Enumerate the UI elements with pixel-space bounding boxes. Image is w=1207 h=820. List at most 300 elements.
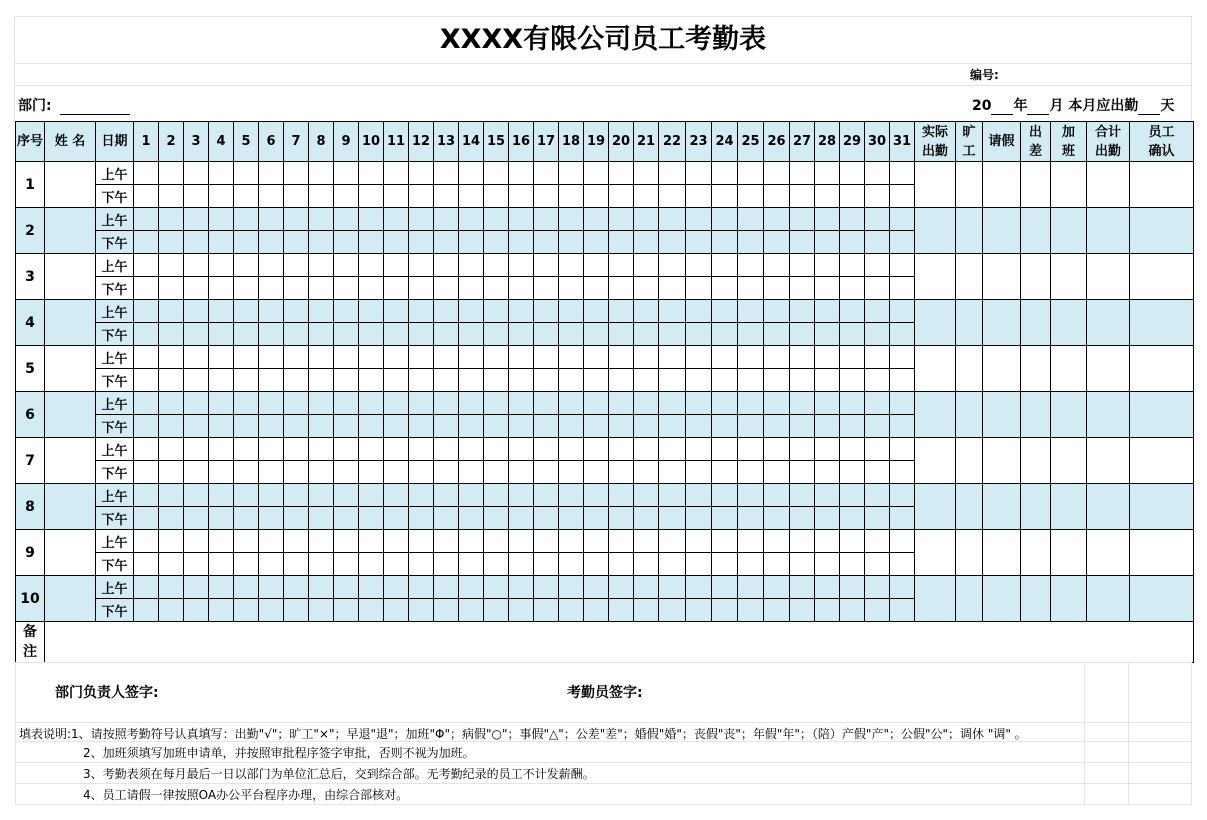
attendance-cell[interactable] bbox=[609, 576, 634, 599]
attendance-cell[interactable] bbox=[359, 553, 384, 576]
attendance-cell[interactable] bbox=[584, 254, 609, 277]
attendance-cell[interactable] bbox=[686, 507, 712, 530]
attendance-cell[interactable] bbox=[815, 162, 840, 185]
summary-cell[interactable] bbox=[1130, 300, 1194, 346]
attendance-cell[interactable] bbox=[284, 300, 309, 323]
attendance-cell[interactable] bbox=[384, 208, 409, 231]
summary-cell[interactable] bbox=[956, 346, 983, 392]
attendance-cell[interactable] bbox=[384, 300, 409, 323]
summary-cell[interactable] bbox=[956, 162, 983, 208]
attendance-cell[interactable] bbox=[509, 392, 534, 415]
attendance-cell[interactable] bbox=[659, 300, 686, 323]
attendance-cell[interactable] bbox=[815, 300, 840, 323]
attendance-cell[interactable] bbox=[184, 507, 209, 530]
attendance-cell[interactable] bbox=[865, 254, 890, 277]
attendance-cell[interactable] bbox=[609, 599, 634, 622]
attendance-cell[interactable] bbox=[384, 507, 409, 530]
attendance-cell[interactable] bbox=[764, 599, 790, 622]
attendance-cell[interactable] bbox=[484, 553, 509, 576]
attendance-cell[interactable] bbox=[815, 369, 840, 392]
attendance-cell[interactable] bbox=[764, 346, 790, 369]
attendance-cell[interactable] bbox=[409, 254, 434, 277]
attendance-cell[interactable] bbox=[584, 392, 609, 415]
attendance-cell[interactable] bbox=[584, 323, 609, 346]
attendance-cell[interactable] bbox=[840, 277, 865, 300]
attendance-cell[interactable] bbox=[134, 323, 159, 346]
attendance-cell[interactable] bbox=[459, 300, 484, 323]
attendance-cell[interactable] bbox=[890, 415, 915, 438]
attendance-cell[interactable] bbox=[459, 185, 484, 208]
attendance-cell[interactable] bbox=[284, 438, 309, 461]
attendance-cell[interactable] bbox=[459, 254, 484, 277]
attendance-cell[interactable] bbox=[584, 162, 609, 185]
attendance-cell[interactable] bbox=[384, 392, 409, 415]
attendance-cell[interactable] bbox=[159, 392, 184, 415]
attendance-cell[interactable] bbox=[609, 392, 634, 415]
attendance-cell[interactable] bbox=[434, 231, 459, 254]
summary-cell[interactable] bbox=[1087, 530, 1130, 576]
attendance-cell[interactable] bbox=[234, 369, 259, 392]
summary-cell[interactable] bbox=[915, 576, 956, 622]
attendance-cell[interactable] bbox=[434, 438, 459, 461]
attendance-cell[interactable] bbox=[184, 438, 209, 461]
clerk-signature[interactable]: 考勤员签字: bbox=[567, 685, 643, 701]
summary-cell[interactable] bbox=[1051, 346, 1087, 392]
attendance-cell[interactable] bbox=[890, 392, 915, 415]
attendance-cell[interactable] bbox=[309, 231, 334, 254]
attendance-cell[interactable] bbox=[234, 438, 259, 461]
attendance-cell[interactable] bbox=[659, 185, 686, 208]
attendance-cell[interactable] bbox=[509, 553, 534, 576]
employee-name-cell[interactable] bbox=[45, 438, 96, 484]
attendance-cell[interactable] bbox=[634, 300, 659, 323]
attendance-cell[interactable] bbox=[209, 461, 234, 484]
attendance-cell[interactable] bbox=[334, 254, 359, 277]
attendance-cell[interactable] bbox=[534, 300, 559, 323]
attendance-cell[interactable] bbox=[609, 369, 634, 392]
attendance-cell[interactable] bbox=[559, 461, 584, 484]
attendance-cell[interactable] bbox=[209, 415, 234, 438]
employee-name-cell[interactable] bbox=[45, 530, 96, 576]
summary-cell[interactable] bbox=[1130, 576, 1194, 622]
attendance-cell[interactable] bbox=[259, 277, 284, 300]
employee-name-cell[interactable] bbox=[45, 162, 96, 208]
attendance-cell[interactable] bbox=[865, 277, 890, 300]
attendance-cell[interactable] bbox=[359, 530, 384, 553]
attendance-cell[interactable] bbox=[384, 599, 409, 622]
attendance-cell[interactable] bbox=[309, 185, 334, 208]
attendance-cell[interactable] bbox=[134, 576, 159, 599]
attendance-cell[interactable] bbox=[659, 599, 686, 622]
attendance-cell[interactable] bbox=[184, 208, 209, 231]
attendance-cell[interactable] bbox=[584, 277, 609, 300]
attendance-cell[interactable] bbox=[764, 415, 790, 438]
attendance-cell[interactable] bbox=[184, 599, 209, 622]
attendance-cell[interactable] bbox=[359, 162, 384, 185]
attendance-cell[interactable] bbox=[334, 599, 359, 622]
attendance-cell[interactable] bbox=[764, 162, 790, 185]
attendance-cell[interactable] bbox=[234, 530, 259, 553]
attendance-cell[interactable] bbox=[184, 254, 209, 277]
attendance-cell[interactable] bbox=[234, 507, 259, 530]
attendance-cell[interactable] bbox=[865, 231, 890, 254]
attendance-cell[interactable] bbox=[509, 530, 534, 553]
attendance-cell[interactable] bbox=[659, 231, 686, 254]
attendance-cell[interactable] bbox=[209, 300, 234, 323]
attendance-cell[interactable] bbox=[764, 208, 790, 231]
attendance-cell[interactable] bbox=[259, 530, 284, 553]
attendance-cell[interactable] bbox=[509, 484, 534, 507]
attendance-cell[interactable] bbox=[409, 231, 434, 254]
attendance-cell[interactable] bbox=[890, 162, 915, 185]
attendance-cell[interactable] bbox=[686, 323, 712, 346]
attendance-cell[interactable] bbox=[584, 208, 609, 231]
attendance-cell[interactable] bbox=[384, 461, 409, 484]
attendance-cell[interactable] bbox=[334, 553, 359, 576]
attendance-cell[interactable] bbox=[359, 254, 384, 277]
attendance-cell[interactable] bbox=[534, 438, 559, 461]
attendance-cell[interactable] bbox=[484, 484, 509, 507]
attendance-cell[interactable] bbox=[890, 507, 915, 530]
attendance-cell[interactable] bbox=[434, 346, 459, 369]
attendance-cell[interactable] bbox=[584, 438, 609, 461]
attendance-cell[interactable] bbox=[634, 576, 659, 599]
attendance-cell[interactable] bbox=[686, 438, 712, 461]
attendance-cell[interactable] bbox=[584, 369, 609, 392]
attendance-cell[interactable] bbox=[686, 461, 712, 484]
attendance-cell[interactable] bbox=[609, 231, 634, 254]
attendance-cell[interactable] bbox=[209, 185, 234, 208]
attendance-cell[interactable] bbox=[209, 576, 234, 599]
attendance-cell[interactable] bbox=[865, 553, 890, 576]
attendance-cell[interactable] bbox=[659, 507, 686, 530]
attendance-cell[interactable] bbox=[890, 231, 915, 254]
attendance-cell[interactable] bbox=[738, 530, 764, 553]
attendance-cell[interactable] bbox=[712, 576, 738, 599]
attendance-cell[interactable] bbox=[234, 415, 259, 438]
attendance-cell[interactable] bbox=[309, 484, 334, 507]
attendance-cell[interactable] bbox=[509, 438, 534, 461]
attendance-cell[interactable] bbox=[184, 461, 209, 484]
summary-cell[interactable] bbox=[1021, 162, 1051, 208]
attendance-cell[interactable] bbox=[634, 438, 659, 461]
attendance-cell[interactable] bbox=[815, 277, 840, 300]
attendance-cell[interactable] bbox=[284, 323, 309, 346]
attendance-cell[interactable] bbox=[284, 553, 309, 576]
attendance-cell[interactable] bbox=[359, 231, 384, 254]
attendance-cell[interactable] bbox=[890, 277, 915, 300]
attendance-cell[interactable] bbox=[865, 484, 890, 507]
attendance-cell[interactable] bbox=[284, 277, 309, 300]
attendance-cell[interactable] bbox=[484, 369, 509, 392]
attendance-cell[interactable] bbox=[259, 300, 284, 323]
attendance-cell[interactable] bbox=[484, 438, 509, 461]
attendance-cell[interactable] bbox=[409, 415, 434, 438]
attendance-cell[interactable] bbox=[509, 231, 534, 254]
attendance-cell[interactable] bbox=[334, 438, 359, 461]
attendance-cell[interactable] bbox=[134, 185, 159, 208]
attendance-cell[interactable] bbox=[840, 553, 865, 576]
summary-cell[interactable] bbox=[1051, 530, 1087, 576]
attendance-cell[interactable] bbox=[815, 507, 840, 530]
attendance-cell[interactable] bbox=[334, 162, 359, 185]
attendance-cell[interactable] bbox=[534, 415, 559, 438]
attendance-cell[interactable] bbox=[409, 369, 434, 392]
attendance-cell[interactable] bbox=[184, 484, 209, 507]
summary-cell[interactable] bbox=[915, 254, 956, 300]
attendance-cell[interactable] bbox=[134, 461, 159, 484]
attendance-cell[interactable] bbox=[209, 254, 234, 277]
attendance-cell[interactable] bbox=[659, 208, 686, 231]
attendance-cell[interactable] bbox=[134, 530, 159, 553]
attendance-cell[interactable] bbox=[234, 323, 259, 346]
dept-field[interactable] bbox=[18, 95, 130, 115]
summary-cell[interactable] bbox=[983, 484, 1021, 530]
attendance-cell[interactable] bbox=[359, 323, 384, 346]
attendance-cell[interactable] bbox=[409, 576, 434, 599]
attendance-cell[interactable] bbox=[738, 392, 764, 415]
attendance-cell[interactable] bbox=[359, 346, 384, 369]
attendance-cell[interactable] bbox=[659, 461, 686, 484]
attendance-cell[interactable] bbox=[790, 576, 815, 599]
attendance-cell[interactable] bbox=[184, 231, 209, 254]
attendance-cell[interactable] bbox=[484, 208, 509, 231]
attendance-cell[interactable] bbox=[184, 392, 209, 415]
attendance-cell[interactable] bbox=[790, 231, 815, 254]
summary-cell[interactable] bbox=[1051, 438, 1087, 484]
attendance-cell[interactable] bbox=[865, 300, 890, 323]
summary-cell[interactable] bbox=[956, 438, 983, 484]
attendance-cell[interactable] bbox=[159, 254, 184, 277]
attendance-cell[interactable] bbox=[334, 300, 359, 323]
attendance-cell[interactable] bbox=[284, 162, 309, 185]
attendance-cell[interactable] bbox=[134, 369, 159, 392]
summary-cell[interactable] bbox=[915, 346, 956, 392]
attendance-cell[interactable] bbox=[234, 277, 259, 300]
attendance-cell[interactable] bbox=[409, 346, 434, 369]
attendance-cell[interactable] bbox=[609, 507, 634, 530]
attendance-cell[interactable] bbox=[209, 392, 234, 415]
attendance-cell[interactable] bbox=[815, 208, 840, 231]
attendance-cell[interactable] bbox=[634, 484, 659, 507]
attendance-cell[interactable] bbox=[659, 369, 686, 392]
attendance-cell[interactable] bbox=[712, 185, 738, 208]
attendance-cell[interactable] bbox=[865, 185, 890, 208]
attendance-cell[interactable] bbox=[234, 553, 259, 576]
attendance-cell[interactable] bbox=[309, 507, 334, 530]
attendance-cell[interactable] bbox=[159, 185, 184, 208]
attendance-cell[interactable] bbox=[309, 553, 334, 576]
attendance-cell[interactable] bbox=[686, 254, 712, 277]
attendance-cell[interactable] bbox=[840, 208, 865, 231]
attendance-cell[interactable] bbox=[159, 599, 184, 622]
attendance-cell[interactable] bbox=[712, 300, 738, 323]
attendance-cell[interactable] bbox=[534, 507, 559, 530]
attendance-cell[interactable] bbox=[738, 438, 764, 461]
attendance-cell[interactable] bbox=[686, 392, 712, 415]
summary-cell[interactable] bbox=[915, 208, 956, 254]
attendance-cell[interactable] bbox=[559, 530, 584, 553]
summary-cell[interactable] bbox=[956, 254, 983, 300]
attendance-cell[interactable] bbox=[384, 530, 409, 553]
attendance-cell[interactable] bbox=[790, 369, 815, 392]
attendance-cell[interactable] bbox=[434, 461, 459, 484]
attendance-cell[interactable] bbox=[234, 162, 259, 185]
attendance-cell[interactable] bbox=[459, 208, 484, 231]
attendance-cell[interactable] bbox=[209, 162, 234, 185]
employee-name-cell[interactable] bbox=[45, 484, 96, 530]
attendance-cell[interactable] bbox=[134, 438, 159, 461]
attendance-cell[interactable] bbox=[559, 576, 584, 599]
summary-cell[interactable] bbox=[1021, 346, 1051, 392]
attendance-cell[interactable] bbox=[764, 530, 790, 553]
attendance-cell[interactable] bbox=[634, 231, 659, 254]
summary-cell[interactable] bbox=[983, 254, 1021, 300]
attendance-cell[interactable] bbox=[534, 461, 559, 484]
attendance-cell[interactable] bbox=[534, 369, 559, 392]
attendance-cell[interactable] bbox=[484, 507, 509, 530]
attendance-cell[interactable] bbox=[764, 507, 790, 530]
summary-cell[interactable] bbox=[1051, 162, 1087, 208]
summary-cell[interactable] bbox=[1087, 208, 1130, 254]
attendance-cell[interactable] bbox=[609, 300, 634, 323]
summary-cell[interactable] bbox=[1051, 300, 1087, 346]
attendance-cell[interactable] bbox=[309, 438, 334, 461]
attendance-cell[interactable] bbox=[840, 185, 865, 208]
attendance-cell[interactable] bbox=[234, 254, 259, 277]
attendance-cell[interactable] bbox=[409, 300, 434, 323]
attendance-cell[interactable] bbox=[634, 277, 659, 300]
summary-cell[interactable] bbox=[1051, 576, 1087, 622]
summary-cell[interactable] bbox=[1130, 254, 1194, 300]
attendance-cell[interactable] bbox=[764, 323, 790, 346]
attendance-cell[interactable] bbox=[284, 599, 309, 622]
attendance-cell[interactable] bbox=[659, 438, 686, 461]
attendance-cell[interactable] bbox=[284, 530, 309, 553]
attendance-cell[interactable] bbox=[334, 530, 359, 553]
attendance-cell[interactable] bbox=[686, 185, 712, 208]
summary-cell[interactable] bbox=[1051, 208, 1087, 254]
attendance-cell[interactable] bbox=[359, 392, 384, 415]
attendance-cell[interactable] bbox=[634, 346, 659, 369]
attendance-cell[interactable] bbox=[334, 507, 359, 530]
attendance-cell[interactable] bbox=[584, 599, 609, 622]
attendance-cell[interactable] bbox=[509, 369, 534, 392]
attendance-cell[interactable] bbox=[209, 346, 234, 369]
attendance-cell[interactable] bbox=[484, 231, 509, 254]
summary-cell[interactable] bbox=[915, 162, 956, 208]
attendance-cell[interactable] bbox=[865, 507, 890, 530]
attendance-cell[interactable] bbox=[738, 208, 764, 231]
attendance-cell[interactable] bbox=[159, 231, 184, 254]
attendance-cell[interactable] bbox=[738, 231, 764, 254]
attendance-cell[interactable] bbox=[890, 254, 915, 277]
attendance-cell[interactable] bbox=[134, 231, 159, 254]
attendance-cell[interactable] bbox=[790, 346, 815, 369]
attendance-cell[interactable] bbox=[309, 369, 334, 392]
attendance-cell[interactable] bbox=[890, 323, 915, 346]
summary-cell[interactable] bbox=[983, 530, 1021, 576]
attendance-cell[interactable] bbox=[659, 162, 686, 185]
attendance-cell[interactable] bbox=[134, 484, 159, 507]
attendance-cell[interactable] bbox=[659, 277, 686, 300]
attendance-cell[interactable] bbox=[686, 530, 712, 553]
attendance-cell[interactable] bbox=[234, 484, 259, 507]
attendance-cell[interactable] bbox=[534, 530, 559, 553]
attendance-cell[interactable] bbox=[559, 507, 584, 530]
attendance-cell[interactable] bbox=[359, 576, 384, 599]
attendance-cell[interactable] bbox=[584, 484, 609, 507]
attendance-cell[interactable] bbox=[764, 277, 790, 300]
attendance-cell[interactable] bbox=[409, 208, 434, 231]
attendance-cell[interactable] bbox=[840, 323, 865, 346]
attendance-cell[interactable] bbox=[534, 254, 559, 277]
attendance-cell[interactable] bbox=[134, 208, 159, 231]
attendance-cell[interactable] bbox=[609, 277, 634, 300]
attendance-cell[interactable] bbox=[434, 277, 459, 300]
attendance-cell[interactable] bbox=[738, 162, 764, 185]
attendance-cell[interactable] bbox=[509, 323, 534, 346]
attendance-cell[interactable] bbox=[559, 323, 584, 346]
attendance-cell[interactable] bbox=[459, 392, 484, 415]
attendance-cell[interactable] bbox=[712, 346, 738, 369]
attendance-cell[interactable] bbox=[159, 369, 184, 392]
attendance-cell[interactable] bbox=[309, 392, 334, 415]
attendance-cell[interactable] bbox=[309, 323, 334, 346]
attendance-cell[interactable] bbox=[459, 415, 484, 438]
attendance-cell[interactable] bbox=[459, 599, 484, 622]
summary-cell[interactable] bbox=[1087, 392, 1130, 438]
attendance-cell[interactable] bbox=[738, 576, 764, 599]
attendance-cell[interactable] bbox=[584, 231, 609, 254]
attendance-cell[interactable] bbox=[559, 599, 584, 622]
attendance-cell[interactable] bbox=[459, 507, 484, 530]
summary-cell[interactable] bbox=[956, 576, 983, 622]
attendance-cell[interactable] bbox=[409, 507, 434, 530]
attendance-cell[interactable] bbox=[634, 599, 659, 622]
attendance-cell[interactable] bbox=[159, 415, 184, 438]
attendance-cell[interactable] bbox=[865, 162, 890, 185]
attendance-cell[interactable] bbox=[384, 185, 409, 208]
attendance-cell[interactable] bbox=[764, 461, 790, 484]
attendance-cell[interactable] bbox=[840, 530, 865, 553]
attendance-cell[interactable] bbox=[184, 369, 209, 392]
attendance-cell[interactable] bbox=[259, 576, 284, 599]
attendance-cell[interactable] bbox=[659, 553, 686, 576]
attendance-cell[interactable] bbox=[840, 392, 865, 415]
attendance-cell[interactable] bbox=[259, 185, 284, 208]
attendance-cell[interactable] bbox=[434, 369, 459, 392]
attendance-cell[interactable] bbox=[459, 162, 484, 185]
attendance-cell[interactable] bbox=[259, 461, 284, 484]
attendance-cell[interactable] bbox=[659, 530, 686, 553]
summary-cell[interactable] bbox=[1021, 208, 1051, 254]
attendance-cell[interactable] bbox=[309, 530, 334, 553]
attendance-cell[interactable] bbox=[259, 392, 284, 415]
attendance-cell[interactable] bbox=[259, 254, 284, 277]
attendance-cell[interactable] bbox=[184, 346, 209, 369]
attendance-cell[interactable] bbox=[865, 323, 890, 346]
attendance-cell[interactable] bbox=[534, 346, 559, 369]
attendance-cell[interactable] bbox=[284, 461, 309, 484]
attendance-cell[interactable] bbox=[209, 369, 234, 392]
attendance-cell[interactable] bbox=[359, 438, 384, 461]
summary-cell[interactable] bbox=[983, 392, 1021, 438]
attendance-cell[interactable] bbox=[764, 392, 790, 415]
attendance-cell[interactable] bbox=[790, 254, 815, 277]
attendance-cell[interactable] bbox=[609, 254, 634, 277]
attendance-cell[interactable] bbox=[509, 162, 534, 185]
